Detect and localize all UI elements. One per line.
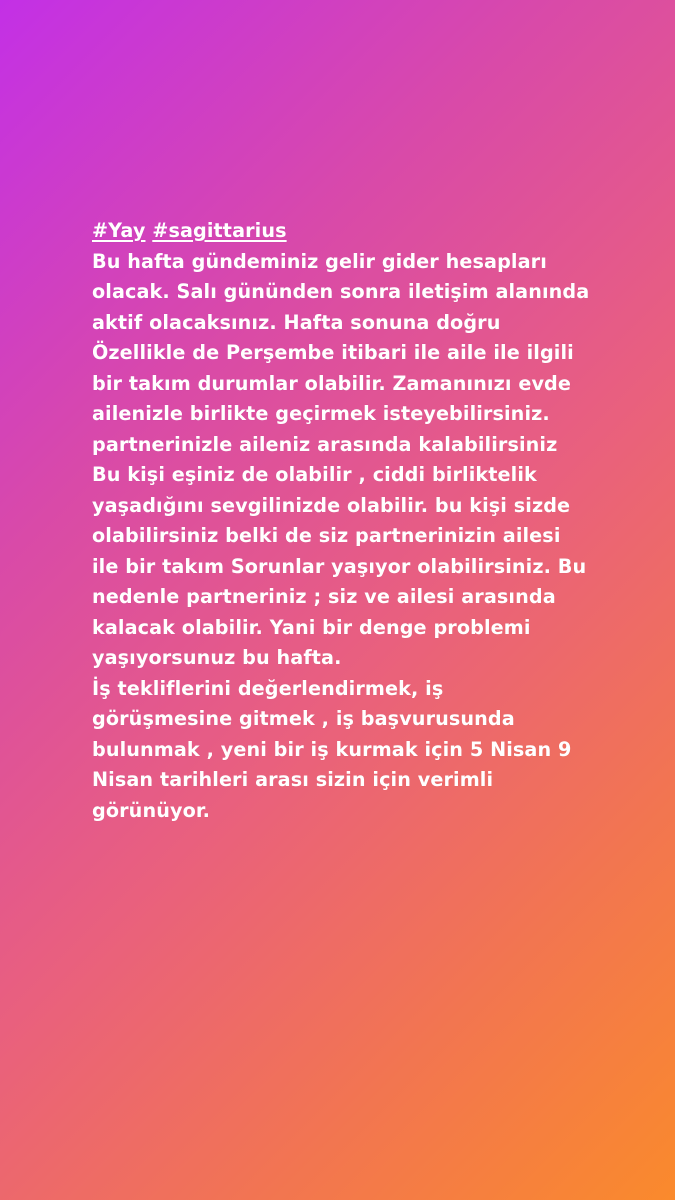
story-line: yaşadığını sevgilinizde olabilir. bu kişi sizde xyxy=(92,493,571,517)
hashtag-sagittarius[interactable]: #sagittarius xyxy=(152,219,287,242)
story-line: ile bir takım Sorunlar yaşıyor olabilirsiniz. Bu xyxy=(92,554,587,578)
story-line: aktif olacaksınız. Hafta sonuna doğru xyxy=(92,310,501,334)
story-line: kalacak olabilir. Yani bir denge problemi xyxy=(92,615,531,639)
story-line: görüşmesine gitmek , iş başvurusunda xyxy=(92,707,515,730)
story-line: Bu hafta gündeminiz gelir gider hesapları xyxy=(92,249,547,273)
story-line: nedenle partneriniz ; siz ve ailesi arasında xyxy=(92,585,556,608)
story-line: bulunmak , yeni bir iş kurmak için 5 Nisan 9 xyxy=(92,737,572,761)
hashtag-yay[interactable]: #Yay xyxy=(92,219,146,242)
story-text-block xyxy=(92,216,632,826)
story-line: Nisan tarihleri arası sizin için verimli xyxy=(92,768,494,791)
story-line: bir takım durumlar olabilir. Zamanınızı evde xyxy=(92,371,571,395)
story-line: görünüyor. xyxy=(92,798,211,822)
story-line: Özellikle de Perşembe itibari ile aile ile ilgili xyxy=(92,341,574,364)
story-line: ailenizle birlikte geçirmek isteyebilirsiniz. xyxy=(92,402,550,425)
story-line: partnerinizle aileniz arasında kalabilirsiniz xyxy=(92,432,558,456)
hashtag-line xyxy=(92,216,632,247)
story-line: olabilirsiniz belki de siz partnerinizin ailesi xyxy=(92,524,561,547)
story-line: olacak. Salı gününden sonra iletişim alanında xyxy=(92,280,590,303)
story-line: Bu kişi eşiniz de olabilir , ciddi birliktelik xyxy=(92,463,537,486)
story-line: İş tekliflerini değerlendirmek, iş xyxy=(92,676,444,700)
story-line: yaşıyorsunuz bu hafta. xyxy=(92,646,342,669)
